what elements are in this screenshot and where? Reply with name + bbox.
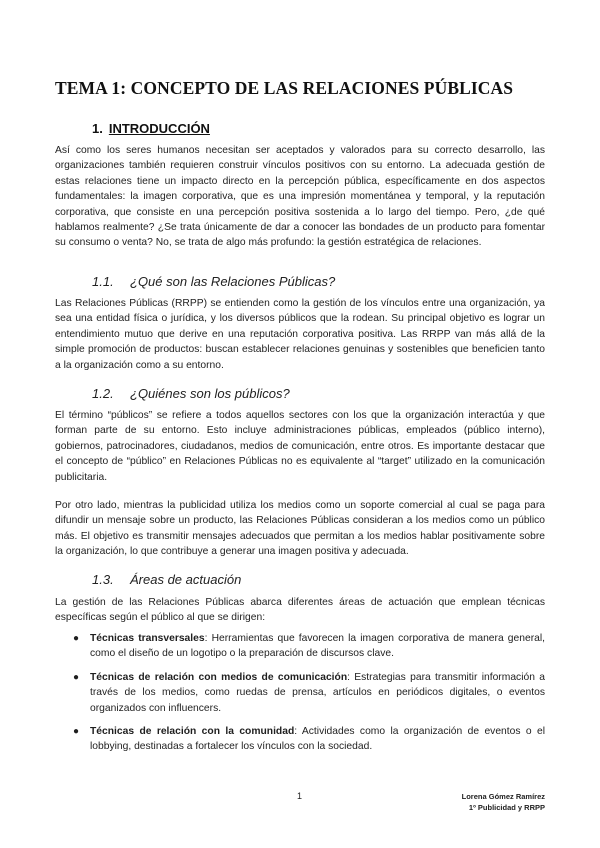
bullet-icon: ● — [73, 726, 80, 738]
subsection-heading-1-1 — [92, 274, 335, 289]
page-number: 1 — [297, 791, 303, 801]
subsection-heading-1-3 — [92, 572, 241, 587]
subsection-title: ¿Qué son las Relaciones Públicas? — [130, 274, 336, 289]
footer-author-block — [462, 791, 545, 813]
subsection-number: 1.1. — [92, 274, 114, 289]
section-number: 1. — [92, 121, 103, 136]
footer-author: Lorena Gómez Ramírez — [461, 792, 545, 801]
list-item-text: : Actividades como la organización de eventos o el lobbying, destinadas a fortalecer los vínculos con la sociedad. — [90, 726, 545, 753]
list-item-term: Técnicas transversales — [90, 633, 205, 644]
medios-paragraph: Por otro lado, mientras la publicidad utiliza los medios como un soporte comercial al cual se paga para difundir un mensaje sobre un producto, las Relaciones Públicas consideran a los medios como un público más. El objetivo es transmitir mensajes adecuados que permitan a los medios hablar positivamente sobre la organización, lo que contribuye a generar una imagen positiva y adecuada. — [55, 500, 545, 558]
rrpp-definition-paragraph: Las Relaciones Públicas (RRPP) se entienden como la gestión de los vínculos entre una organización, ya sea una entidad física o jurídica, y los diversos públicos que la rodean. Su principal objetivo es lograr un entendimiento mutuo que derive en una reputación corporativa positiva. Las RRPP van más allá de la simple promoción de productos: buscan establecer relaciones genuinas y sostenibles que beneficien tanto a la organización como a su entorno. — [55, 298, 545, 371]
list-item — [55, 670, 545, 716]
subsection-number: 1.2. — [92, 386, 114, 401]
bullet-icon: ● — [73, 671, 80, 683]
list-item-term: Técnicas de relación con medios de comunicación — [90, 671, 348, 683]
subsection-title: ¿Quiénes son los públicos? — [130, 386, 290, 401]
section-title: INTRODUCCIÓN — [108, 121, 210, 136]
list-item — [55, 724, 545, 755]
list-item — [55, 631, 545, 662]
areas-list — [55, 631, 545, 755]
list-item-term: Técnicas de relación con la comunidad — [90, 726, 295, 738]
section-heading-introduccion — [92, 121, 210, 136]
document-title: TEMA 1: CONCEPTO DE LAS RELACIONES PÚBLICAS — [55, 78, 514, 98]
publicos-paragraph: El término “públicos” se refiere a todos aquellos sectores con los que la organización interactúa y que forman parte de su entorno. Esto incluye administraciones públicas, empleados (público interno), gobiernos, patrocinadores, ciudadanos, medios de comunicación, entre otros. Es importante destacar que el concepto de “público” en Relaciones Públicas no es equivalente al “target” utilizado en la comunicación publicitaria. — [55, 410, 545, 483]
areas-intro-paragraph: La gestión de las Relaciones Públicas abarca diferentes áreas de actuación que emplean técnicas específicas según el público al que se dirigen: — [55, 597, 545, 624]
subsection-number: 1.3. — [92, 572, 114, 587]
list-item-text: : Estrategias para transmitir información a través de los medios, como ruedas de prensa, artículos en periódicos digitales, o eventos organizados con influencers. — [90, 671, 545, 714]
footer-course: 1º Publicidad y RRPP — [468, 803, 545, 812]
subsection-title: Áreas de actuación — [130, 572, 242, 587]
intro-paragraph: Así como los seres humanos necesitan ser aceptados y valorados para su correcto desarrollo, las organizaciones también requieren construir vínculos positivos con su entorno. La adecuada gestión de estas relaciones tiene un impacto directo en la percepción pública, específicamente en dos aspectos fundamentales: la imagen corporativa, que es una impresión momentánea y temporal, y la reputación corporativa, que consiste en una percepción positiva sostenida a lo largo del tiempo. Pero, ¿de qué hablamos realmente? ¿Se trata únicamente de dar a conocer las bondades de un producto para fomentar su consumo o venta? No, se trata de algo más profundo: la gestión estratégica de relaciones. — [55, 145, 545, 249]
bullet-icon: ● — [73, 633, 80, 644]
list-item-text: : Herramientas que favorecen la imagen corporativa de manera general, como el diseño de un logotipo o la preparación de discursos clave. — [90, 633, 546, 660]
subsection-heading-1-2 — [92, 386, 290, 401]
